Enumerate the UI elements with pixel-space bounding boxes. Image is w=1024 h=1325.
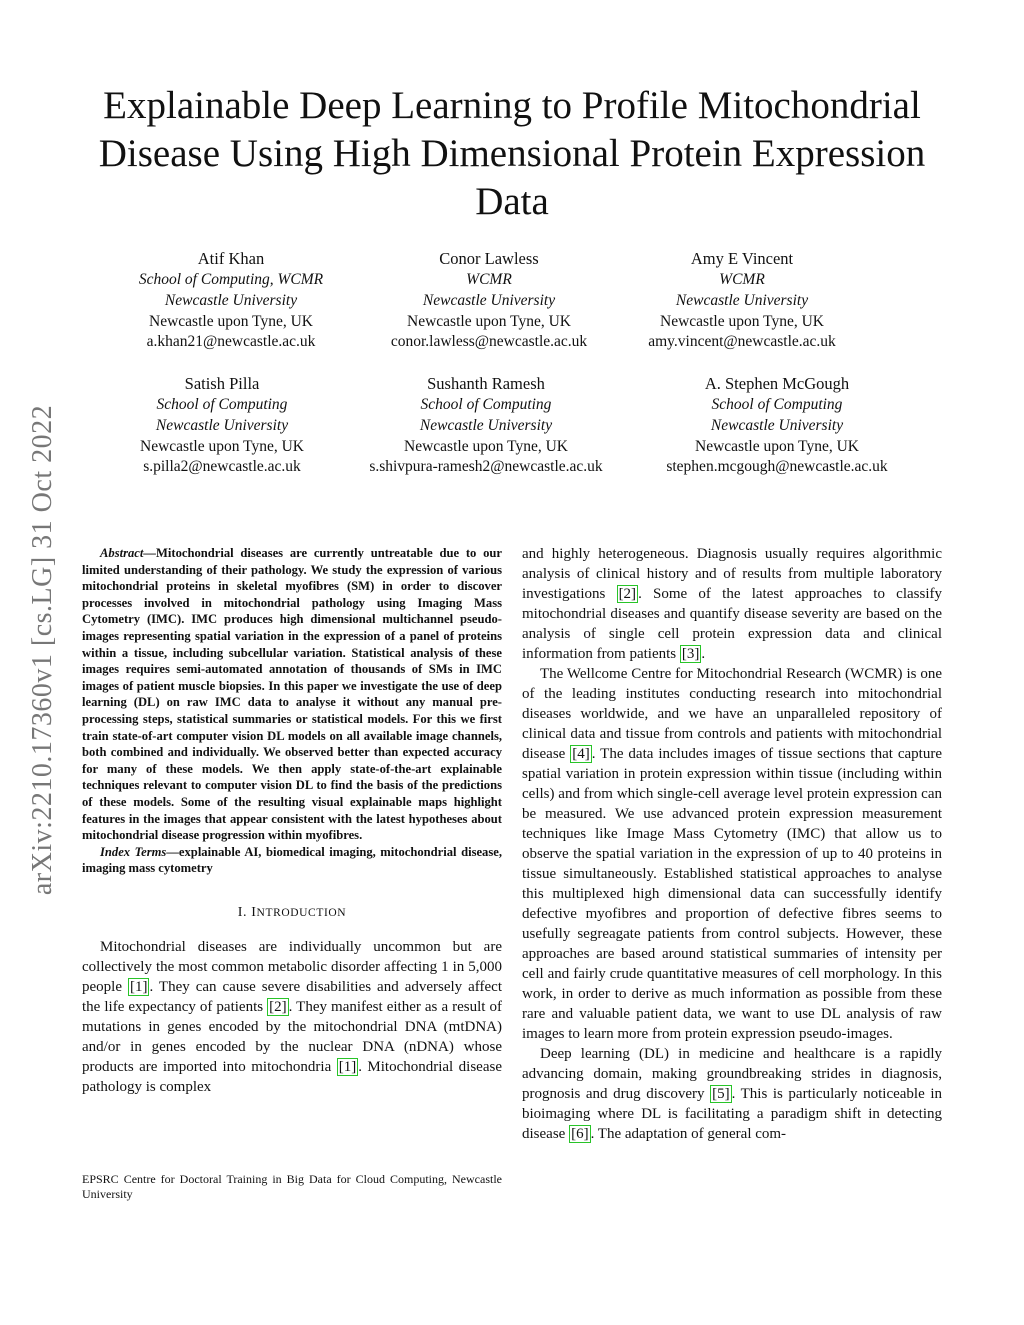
abstract-text: Mitochondrial diseases are currently untreatable due to our limited understanding of their pathology. We study the expression of various mitochondrial proteins in skeletal myofibres (SM) in order to discover processes involved in mitochondrial pathology using Imaging Mass Cytometry (IMC). IMC produces high dimensional multichannel pseudo-images representing spatial variation in the expression of a panel of proteins within a tissue, including subcellular variation. Statistical analysis of these images requires semi-automated annotation of thousands of SMs in IMC images of patient muscle biopsies. In this paper we investigate the use of deep learning (DL) on raw IMC data to analyse it without any manual pre-processing steps, statistical summaries or statistical models. For this we first train state-of-art computer vision DL models on all available image channels, both combined and individually. We observed better than expected accuracy for many of these models. We then apply state-of-the-art explainable techniques relevant to computer vision DL to find the basis of the predictions of these models. Some of the resulting visual explainable maps highlight features in the images that appear consistent with the latest hypotheses about mitochondrial disease progression within myofibres. bbox=[82, 546, 502, 843]
author-institution: Newcastle University bbox=[675, 291, 809, 309]
text-run: . The adaptation of general com- bbox=[590, 1126, 787, 1142]
author-email: stephen.mcgough@newcastle.ac.uk bbox=[666, 458, 888, 476]
text-run: and highly heterogeneous. Diagnosis usually requires algorithmic analysis of clinical history and of results from multiple laboratory investigations bbox=[522, 546, 942, 602]
paper-title: Explainable Deep Learning to Profile Mitochondrial Disease Using High Dimensional Protein Expression Data bbox=[98, 84, 926, 223]
citation-link[interactable]: [2] bbox=[269, 998, 287, 1015]
author-department: WCMR bbox=[466, 271, 512, 288]
author-email: s.shivpura-ramesh2@newcastle.ac.uk bbox=[369, 458, 603, 476]
citation-link[interactable]: [1] bbox=[129, 978, 148, 995]
author-email: s.pilla2@newcastle.ac.uk bbox=[143, 458, 301, 476]
text-run: . They can cause severe disabilities and adversely affect the life expectancy of patients bbox=[82, 978, 503, 1015]
author-city: Newcastle upon Tyne, UK bbox=[404, 437, 568, 455]
author-department: WCMR bbox=[719, 271, 765, 288]
intro-paragraph bbox=[82, 937, 502, 1097]
section-number: I. bbox=[237, 904, 248, 920]
body-paragraph bbox=[522, 664, 942, 1044]
author-department: School of Computing, WCMR bbox=[138, 271, 324, 288]
text-run: . The data includes images of tissue sections that capture spatial variation in protein expression within tissue (including within cells) and from which single-cell average level protein expression can be measured. We use advanced protein expression measurement techniques like Image Mass Cytometry (IMC) that allow us to observe the spatial variation in the expression of up to 40 proteins in tissue simultaneously. Established statistical approaches to analyse this multiplexed high dimensional data can successfully identify defective myofibres and proportion of defective fibres seems to usefully segreagate patients from control subjects. However, these approaches are based around statistical summaries of intensity per cell and fairly crude quantitative measures of cell morphology. In this work, in order to derive as much information as possible from these rare and valuable patient data, we want to use DL analysis of raw images to learn more from protein expression pseudo-images. bbox=[522, 746, 942, 1042]
author-email: conor.lawless@newcastle.ac.uk bbox=[390, 333, 588, 351]
index-terms-label: Index Terms— bbox=[100, 844, 179, 859]
right-column bbox=[522, 544, 942, 1144]
text-run: Deep learning (DL) in medicine and healthcare is a rapidly advancing domain, making groundbreaking strides in diagnosis, prognosis and drug discovery bbox=[522, 1046, 942, 1102]
author-department: School of Computing bbox=[420, 396, 552, 413]
body-paragraph bbox=[522, 544, 942, 664]
citation-link[interactable]: [6] bbox=[571, 1126, 589, 1142]
author-name: Satish Pilla bbox=[184, 374, 260, 393]
author-block bbox=[336, 373, 636, 478]
left-column bbox=[82, 545, 502, 1097]
citation-link[interactable]: [3] bbox=[681, 646, 700, 662]
author-block bbox=[72, 373, 372, 478]
text-run: The Wellcome Centre for Mitochondrial Research (WCMR) is one of the leading institutes conducting research into mitochondrial diseases worldwide, and we have an unparalleled repository of clinical data and tissue from controls and patients with mitochondrial disease bbox=[522, 666, 942, 762]
arxiv-identifier: arXiv:2210.17360v1 [cs.LG] 31 Oct 2022 bbox=[27, 404, 58, 896]
author-email: a.khan21@newcastle.ac.uk bbox=[146, 333, 316, 351]
section-title-rest: NTRODUCTION bbox=[256, 906, 347, 919]
section-title-initial: I bbox=[251, 904, 257, 920]
author-city: Newcastle upon Tyne, UK bbox=[140, 437, 304, 455]
author-name: A. Stephen McGough bbox=[704, 374, 850, 393]
text-run: . Some of the latest approaches to classify mitochondrial diseases and quantify disease severity are based on the analysis of single cell protein expression data and clinical information from patients bbox=[522, 586, 942, 662]
author-institution: Newcastle University bbox=[419, 416, 553, 434]
author-name: Atif Khan bbox=[197, 249, 265, 268]
author-block bbox=[627, 373, 927, 478]
author-email: amy.vincent@newcastle.ac.uk bbox=[648, 333, 836, 351]
author-department: School of Computing bbox=[156, 396, 288, 413]
text-run: . This is particularly noticeable in bioimaging where DL is facilitating a paradigm shift in detecting disease bbox=[522, 1086, 942, 1142]
author-institution: Newcastle University bbox=[164, 291, 298, 309]
index-terms-text: explainable AI, biomedical imaging, mitochondrial disease, imaging mass cytometry bbox=[82, 844, 502, 876]
author-institution: Newcastle University bbox=[155, 416, 289, 434]
body-paragraph bbox=[522, 1044, 942, 1144]
author-block bbox=[592, 248, 892, 353]
text-run: . bbox=[701, 646, 706, 662]
author-city: Newcastle upon Tyne, UK bbox=[407, 312, 571, 330]
footnote: EPSRC Centre for Doctoral Training in Big Data for Cloud Computing, Newcastle University bbox=[82, 1172, 502, 1201]
text-run: . They manifest either as a result of mutations in genes encoded by the mitochondrial DNA (mtDNA) and/or in genes encoded by the nuclear DNA (nDNA) whose products are imported into mitochondria bbox=[82, 998, 503, 1075]
citation-link[interactable]: [1] bbox=[338, 1058, 357, 1075]
author-department: School of Computing bbox=[711, 396, 843, 413]
citation-link[interactable]: [5] bbox=[712, 1086, 730, 1102]
author-name: Conor Lawless bbox=[439, 249, 539, 268]
author-city: Newcastle upon Tyne, UK bbox=[660, 312, 824, 330]
section-heading-introduction bbox=[82, 903, 502, 923]
author-city: Newcastle upon Tyne, UK bbox=[149, 312, 313, 330]
abstract-label: Abstract— bbox=[100, 546, 156, 560]
author-institution: Newcastle University bbox=[710, 416, 844, 434]
text-run: Mitochondrial diseases are individually uncommon but are collectively the most common metabolic disorder affecting 1 in 5,000 people bbox=[82, 938, 502, 995]
author-name: Sushanth Ramesh bbox=[427, 374, 545, 393]
citation-link[interactable]: [4] bbox=[572, 746, 590, 762]
author-block bbox=[81, 248, 381, 353]
author-name: Amy E Vincent bbox=[690, 249, 794, 268]
citation-link[interactable]: [2] bbox=[618, 586, 637, 602]
abstract bbox=[82, 545, 502, 844]
text-run: . Mitochondrial disease pathology is complex bbox=[82, 1058, 502, 1095]
index-terms bbox=[82, 844, 502, 877]
author-city: Newcastle upon Tyne, UK bbox=[695, 437, 859, 455]
author-institution: Newcastle University bbox=[422, 291, 556, 309]
